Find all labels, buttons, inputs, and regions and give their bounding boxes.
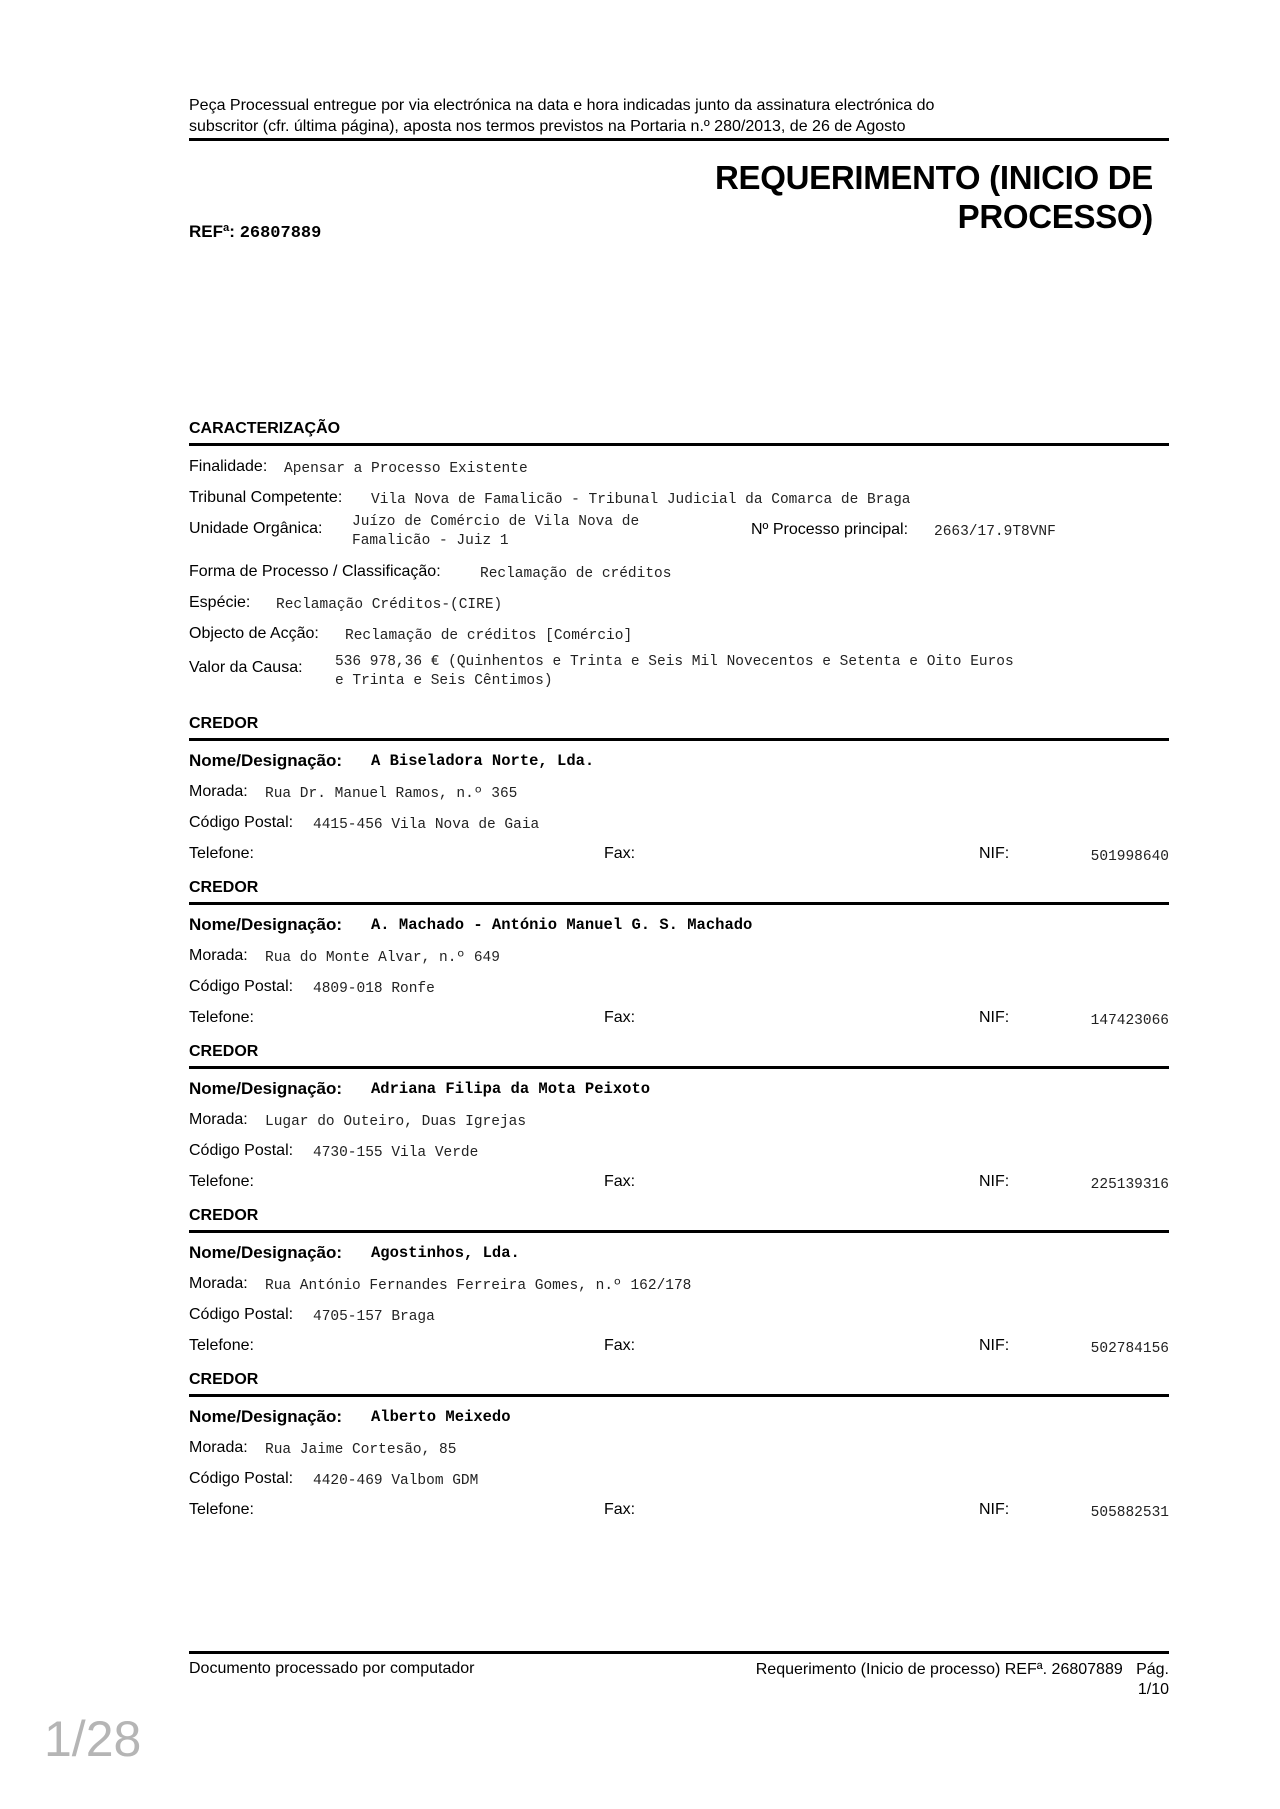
morada-label: Morada: bbox=[189, 947, 248, 964]
unidade-row bbox=[189, 514, 1169, 559]
nome-label: Nome/Designação: bbox=[189, 751, 343, 770]
fax-label: Fax: bbox=[604, 1009, 636, 1026]
morada-label: Morada: bbox=[189, 783, 248, 800]
document-page bbox=[189, 0, 1169, 1809]
telefone-label: Telefone: bbox=[189, 845, 254, 862]
codigo-postal-label: Código Postal: bbox=[189, 1306, 294, 1323]
telefone-label: Telefone: bbox=[189, 1501, 254, 1518]
credor-label: CREDOR bbox=[189, 1207, 259, 1224]
codigo-postal-value: 4415-456 Vila Nova de Gaia bbox=[313, 817, 540, 833]
codigo-postal-label: Código Postal: bbox=[189, 978, 294, 995]
nif-label: NIF: bbox=[979, 1009, 1010, 1026]
codigo-postal-value: 4730-155 Vila Verde bbox=[313, 1145, 479, 1161]
nif-value: 147423066 bbox=[1090, 1013, 1169, 1029]
nome-label: Nome/Designação: bbox=[189, 1407, 343, 1426]
telefone-label: Telefone: bbox=[189, 1009, 254, 1026]
valor-label: Valor da Causa: bbox=[189, 659, 303, 676]
credor-label: CREDOR bbox=[189, 1371, 259, 1388]
objecto-value: Reclamação de créditos [Comércio] bbox=[345, 628, 633, 644]
footer-right-text bbox=[756, 1660, 1169, 1700]
credor-rule bbox=[189, 1394, 1169, 1397]
ref-label: REFª: bbox=[189, 222, 235, 241]
processo-value: 2663/17.9T8VNF bbox=[934, 524, 1056, 540]
unidade-value-line2: Famalicão - Juiz 1 bbox=[352, 533, 509, 549]
credor-rule bbox=[189, 902, 1169, 905]
telefone-label: Telefone: bbox=[189, 1337, 254, 1354]
especie-label: Espécie: bbox=[189, 594, 251, 611]
unidade-value-line1: Juízo de Comércio de Vila Nova de bbox=[352, 514, 640, 530]
nif-value: 502784156 bbox=[1090, 1341, 1169, 1357]
title-line2: PROCESSO) bbox=[957, 198, 1153, 235]
finalidade-label: Finalidade: bbox=[189, 458, 268, 475]
forma-label: Forma de Processo / Classificação: bbox=[189, 563, 441, 580]
morada-value: Lugar do Outeiro, Duas Igrejas bbox=[265, 1114, 527, 1130]
reference bbox=[189, 222, 321, 243]
nome-value: Adriana Filipa da Mota Peixoto bbox=[371, 1080, 651, 1098]
header-note-line1: Peça Processual entregue por via electrónica na data e hora indicadas junto da assinatura electrónica do bbox=[189, 97, 935, 114]
nome-label: Nome/Designação: bbox=[189, 1243, 343, 1262]
nome-value: Agostinhos, Lda. bbox=[371, 1244, 520, 1262]
morada-value: Rua do Monte Alvar, n.º 649 bbox=[265, 950, 500, 966]
nif-label: NIF: bbox=[979, 1173, 1010, 1190]
fax-label: Fax: bbox=[604, 1173, 636, 1190]
objecto-label: Objecto de Acção: bbox=[189, 625, 319, 642]
footer-rule bbox=[189, 1651, 1169, 1654]
codigo-postal-label: Código Postal: bbox=[189, 1470, 294, 1487]
nif-value: 225139316 bbox=[1090, 1177, 1169, 1193]
tribunal-label: Tribunal Competente: bbox=[189, 489, 343, 506]
credor-label: CREDOR bbox=[189, 879, 259, 896]
telefone-label: Telefone: bbox=[189, 1173, 254, 1190]
credor-rule bbox=[189, 1066, 1169, 1069]
nif-label: NIF: bbox=[979, 845, 1010, 862]
codigo-postal-label: Código Postal: bbox=[189, 814, 294, 831]
finalidade-value: Apensar a Processo Existente bbox=[284, 461, 528, 477]
fax-label: Fax: bbox=[604, 1337, 636, 1354]
morada-value: Rua Jaime Cortesão, 85 bbox=[265, 1442, 457, 1458]
codigo-postal-value: 4705-157 Braga bbox=[313, 1309, 435, 1325]
especie-value: Reclamação Créditos-(CIRE) bbox=[276, 597, 503, 613]
section-rule bbox=[189, 443, 1169, 446]
nome-value: A. Machado - António Manuel G. S. Machado bbox=[371, 916, 753, 934]
fax-label: Fax: bbox=[604, 845, 636, 862]
morada-value: Rua António Fernandes Ferreira Gomes, n.º 162/178 bbox=[265, 1278, 692, 1294]
section-caracterizacao: CARACTERIZAÇÃO bbox=[189, 420, 341, 437]
morada-label: Morada: bbox=[189, 1439, 248, 1456]
footer-left-text: Documento processado por computador bbox=[189, 1660, 475, 1677]
nome-label: Nome/Designação: bbox=[189, 915, 343, 934]
nome-label: Nome/Designação: bbox=[189, 1079, 343, 1098]
header-note bbox=[189, 95, 1169, 137]
processo-label: Nº Processo principal: bbox=[751, 521, 909, 538]
morada-label: Morada: bbox=[189, 1275, 248, 1292]
codigo-postal-label: Código Postal: bbox=[189, 1142, 294, 1159]
title-line1: REQUERIMENTO (INICIO DE bbox=[714, 159, 1153, 196]
nome-value: A Biseladora Norte, Lda. bbox=[371, 752, 595, 770]
nome-value: Alberto Meixedo bbox=[371, 1408, 511, 1426]
nif-label: NIF: bbox=[979, 1501, 1010, 1518]
tribunal-value: Vila Nova de Famalicão - Tribunal Judicial da Comarca de Braga bbox=[371, 492, 911, 508]
footer-right-line2: 1/10 bbox=[1137, 1681, 1169, 1698]
codigo-postal-value: 4420-469 Valbom GDM bbox=[313, 1473, 479, 1489]
valor-value bbox=[335, 653, 1014, 691]
fax-label: Fax: bbox=[604, 1501, 636, 1518]
nif-value: 505882531 bbox=[1090, 1505, 1169, 1521]
footer-right-line1: Requerimento (Inicio de processo) REFª. 26807889 Pág. bbox=[755, 1661, 1169, 1678]
unidade-value bbox=[352, 513, 639, 551]
credor-label: CREDOR bbox=[189, 1043, 259, 1060]
valor-row bbox=[189, 653, 1169, 693]
morada-label: Morada: bbox=[189, 1111, 248, 1128]
valor-value-line1: 536 978,36 € (Quinhentos e Trinta e Seis Mil Novecentos e Setenta e Oito Euros bbox=[335, 654, 1014, 670]
nif-label: NIF: bbox=[979, 1337, 1010, 1354]
header-note-line2: subscritor (cfr. última página), aposta nos termos previstos na Portaria n.º 280/2013, de 26 de Agosto bbox=[189, 118, 906, 135]
nif-value: 501998640 bbox=[1090, 849, 1169, 865]
forma-value: Reclamação de créditos bbox=[480, 566, 672, 582]
valor-value-line2: e Trinta e Seis Cêntimos) bbox=[335, 673, 553, 689]
document-title bbox=[715, 158, 1153, 236]
ref-value: 26807889 bbox=[239, 224, 322, 243]
credor-rule bbox=[189, 738, 1169, 741]
credor-label: CREDOR bbox=[189, 715, 259, 732]
page-indicator: 1/28 bbox=[44, 1711, 142, 1767]
header-rule bbox=[189, 138, 1169, 141]
credor-rule bbox=[189, 1230, 1169, 1233]
codigo-postal-value: 4809-018 Ronfe bbox=[313, 981, 435, 997]
unidade-label: Unidade Orgânica: bbox=[189, 520, 323, 537]
morada-value: Rua Dr. Manuel Ramos, n.º 365 bbox=[265, 786, 518, 802]
